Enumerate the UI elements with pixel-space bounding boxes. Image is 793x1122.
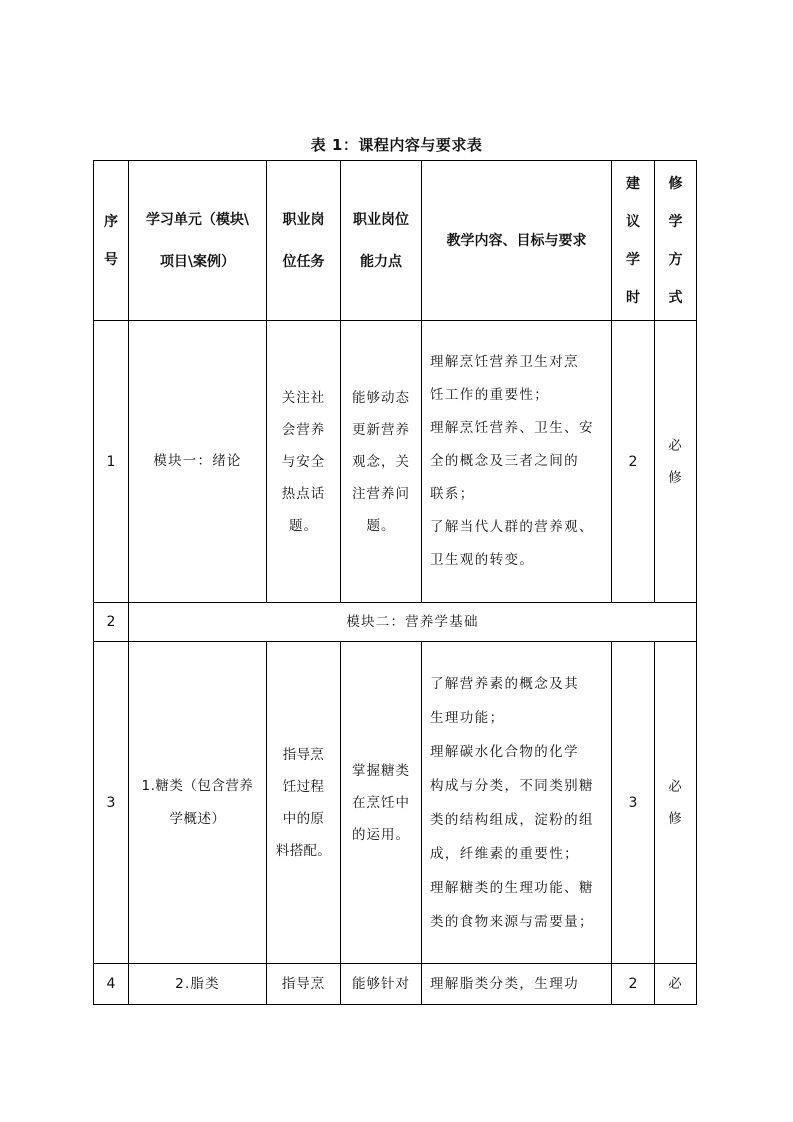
row-1-task-text: 关注社 会营养 与安全 热点话 题。 [281,389,326,534]
row-1-ability [341,321,421,602]
row-1-task [267,321,340,602]
row-1-unit [129,321,266,602]
row-4-unit-text: 2.脂类 [175,975,220,992]
row-2-seq [94,603,128,641]
header-unit-label: 学习单元（模块\ 项目\案例） [145,211,250,270]
row-4-task [267,964,340,1004]
row-3-task-text: 指导烹 饪过程 中的原 料搭配。 [275,746,332,859]
header-content [422,161,611,320]
table-border-bottom [93,1004,697,1005]
row-3-task [267,642,340,963]
row-4-content-text: 理解脂类分类，生理功 [430,975,579,992]
table-border-right [696,160,697,1005]
row-3-mode [655,642,696,963]
row-2-module-text: 模块二：营养学基础 [346,613,479,630]
row-4-task-text: 指导烹 [281,976,326,992]
header-hours-label: 建 议 学 时 [626,175,640,306]
row-3-content-text: 了解营养素的概念及其 生理功能； 理解碳水化合物的化学 构成与分类，不同类别糖 类的结构组成，淀粉的组 成，纤维素的重要性； 理解糖类的生理功能、糖 类的食物来源与需要量； [430,675,594,930]
row-4-unit [129,964,266,1004]
header-unit [129,161,266,320]
row-3-hours [612,642,654,963]
row-3-ability [341,642,421,963]
row-3-unit [129,642,266,963]
row-3-content [422,642,611,963]
row-3-ability-text: 掌握糖类 在烹饪中 的运用。 [352,762,410,843]
header-hours [612,161,654,320]
row-2-seq-text: 2 [106,614,116,630]
row-4-ability [341,964,421,1004]
row-3-seq-text: 3 [106,794,116,811]
row-2-module [129,603,696,641]
row-1-seq-text: 1 [106,453,116,470]
row-4-ability-text: 能够针对 [352,976,410,992]
header-ability [341,161,421,320]
row-4-hours-text: 2 [628,976,638,992]
row-4-seq [94,964,128,1004]
row-4-mode-text: 必 [668,976,683,992]
row-1-mode-text: 必 修 [668,437,683,486]
row-3-hours-text: 3 [628,794,638,811]
row-4-mode [655,964,696,1004]
row-3-unit-text: 1.糖类（包含营养 学概述） [141,777,254,827]
row-1-hours [612,321,654,602]
row-1-mode [655,321,696,602]
header-mode [655,161,696,320]
header-content-label: 教学内容、目标与要求 [446,232,587,249]
header-mode-label: 修 学 方 式 [668,175,683,306]
header-seq-label: 序 号 [104,213,118,268]
header-seq [94,161,128,320]
row-1-content [422,321,611,602]
row-1-unit-text: 模块一：绪论 [153,453,242,469]
row-4-seq-text: 4 [106,976,116,992]
row-1-seq [94,321,128,602]
row-1-hours-text: 2 [628,453,638,470]
header-task [267,161,340,320]
row-3-mode-text: 必 修 [668,778,683,827]
row-4-hours [612,964,654,1004]
row-1-ability-text: 能够动态 更新营养 观念，关 注营养问 题。 [352,389,410,534]
row-1-content-text: 理解烹饪营养卫生对烹 饪工作的重要性； 理解烹饪营养、卫生、安 全的概念及三者之间的 联系； 了解当代人群的营养观、 卫生观的转变。 [430,354,594,568]
row-3-seq [94,642,128,963]
header-task-label: 职业岗 位任务 [282,211,325,270]
row-4-content [422,964,611,1004]
header-ability-label: 职业岗位 能力点 [353,211,409,270]
page-title: 表 1：课程内容与要求表 [310,136,483,154]
